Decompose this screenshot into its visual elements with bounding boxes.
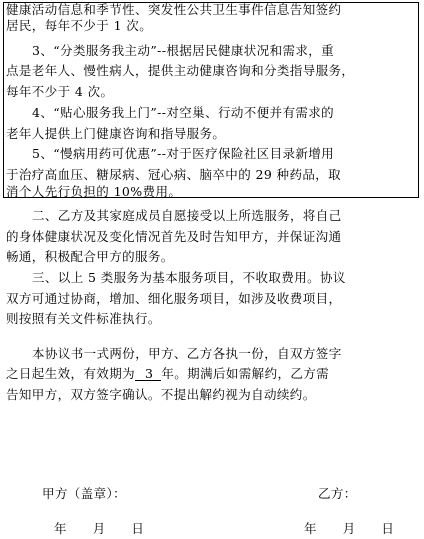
clause-3-line-1: 三、以上 5 类服务为基本服务项目，不收取费用。协议 xyxy=(32,270,346,285)
box-line-7: 老年人提供上门健康咨询和指导服务。 xyxy=(6,126,226,141)
party-b-signature-label: 乙方： xyxy=(318,486,357,501)
validity-term: 3 xyxy=(135,367,161,381)
box-line-2: 居民，每年不少于 1 次。 xyxy=(6,18,153,33)
agreement-line-2 xyxy=(6,366,329,382)
clause-2-line-1: 二、乙方及其家庭成员自愿接受以上所选服务，将自己 xyxy=(32,208,342,223)
party-a-date: 年 月 日 xyxy=(54,521,145,536)
agreement-line-3: 告知甲方，双方签字确认。不提出解约视为自动续约。 xyxy=(6,387,316,402)
clause-2-line-3: 畅通，积极配合甲方的服务。 xyxy=(6,249,174,264)
box-line-3: 3、“分类服务我主动”--根据居民健康状况和需求，重 xyxy=(32,43,335,58)
box-line-4: 点是老年人、慢性病人，提供主动健康咨询和分类指导服务， xyxy=(6,63,355,78)
box-line-6: 4、“贴心服务我上门”--对空巢、行动不便并有需求的 xyxy=(32,105,335,120)
box-line-8: 5、“慢病用药可优惠”--对于医疗保险社区目录新增用 xyxy=(32,146,335,161)
clause-3-line-2: 双方可通过协商，增加、细化服务项目，如涉及收费项目， xyxy=(6,291,342,306)
box-line-9: 于治疗高血压、糖尿病、冠心病、脑卒中的 29 种药品，取 xyxy=(6,167,342,182)
box-line-1: 健康活动信息和季节性、突发性公共卫生事件信息告知签约 xyxy=(6,2,342,17)
agreement-line-1: 本协议书一式两份，甲方、乙方各执一份，自双方签字 xyxy=(32,346,342,361)
clause-3-line-3: 则按照有关文件标准执行。 xyxy=(6,311,161,326)
clause-2-line-2: 的身体健康状况及变化情况首先及时告知甲方，并保证沟通 xyxy=(6,229,342,244)
agreement-line-2-start: 之日起生效，有效期为 xyxy=(6,366,136,381)
party-b-date: 年 月 日 xyxy=(304,521,395,536)
box-line-10: 消个人先行负担的 10%费用。 xyxy=(6,184,182,199)
box-line-5: 每年不少于 4 次。 xyxy=(6,84,114,99)
agreement-line-2-end: 年。期满后如需解约，乙方需 xyxy=(161,366,330,381)
party-a-seal-label: 甲方（盖章）： xyxy=(42,486,127,501)
